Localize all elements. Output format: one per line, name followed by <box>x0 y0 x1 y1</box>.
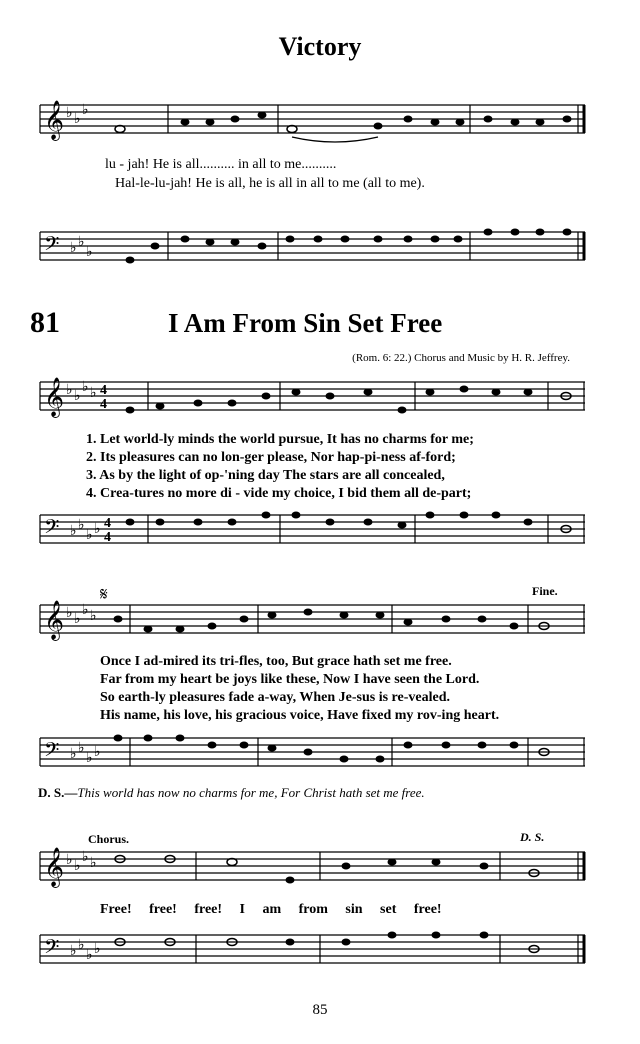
svg-text:♭: ♭ <box>90 855 97 871</box>
hymn-title: I Am From Sin Set Free <box>168 308 443 338</box>
svg-text:𝄞: 𝄞 <box>44 600 65 640</box>
svg-text:♭: ♭ <box>94 521 101 537</box>
svg-text:♭: ♭ <box>70 746 77 762</box>
svg-text:4: 4 <box>104 530 111 545</box>
staff-system-4-treble <box>0 842 640 902</box>
svg-text:♭: ♭ <box>74 111 81 127</box>
svg-text:♭: ♭ <box>86 244 93 260</box>
svg-text:♭: ♭ <box>82 102 89 118</box>
svg-text:𝄞: 𝄞 <box>44 377 65 417</box>
staff-system-3-bass <box>0 728 640 788</box>
svg-text:♭: ♭ <box>78 517 85 533</box>
verse-line-2b: Far from my heart be joys like these, Now I have seen the Lord. <box>100 672 480 687</box>
staff-system-3-treble <box>0 595 640 655</box>
svg-text:♭: ♭ <box>66 105 73 121</box>
staff-system-1-bass <box>0 222 640 282</box>
ds-mark: D. S. <box>520 830 545 844</box>
svg-text:♭: ♭ <box>70 523 77 539</box>
svg-text:♭: ♭ <box>90 608 97 624</box>
svg-text:♭: ♭ <box>82 379 89 395</box>
verse-line-4a: 4. Crea-tures no more di - vide my choice, I bid them all de-part; <box>86 486 472 501</box>
top-lyric-line-1: lu - jah! He is all.......... in all to me.......... <box>105 157 337 172</box>
svg-text:𝄞: 𝄞 <box>44 100 65 140</box>
staff-system-4-bass <box>0 925 640 985</box>
svg-text:♭: ♭ <box>74 858 81 874</box>
staff-system-1-treble <box>0 95 640 155</box>
svg-text:𝄢: 𝄢 <box>44 515 60 543</box>
svg-text:♭: ♭ <box>78 234 85 250</box>
svg-text:♭: ♭ <box>66 605 73 621</box>
segno-mark: 𝄋 <box>100 584 108 604</box>
page-number: 85 <box>312 1002 328 1018</box>
svg-text:𝄞: 𝄞 <box>44 847 65 887</box>
svg-text:♭: ♭ <box>78 740 85 756</box>
svg-text:♭: ♭ <box>66 852 73 868</box>
svg-text:♭: ♭ <box>78 937 85 953</box>
svg-text:♭: ♭ <box>74 611 81 627</box>
svg-text:♭: ♭ <box>94 744 101 760</box>
hymn-number: 81 <box>30 306 60 339</box>
staff-system-2-treble <box>0 372 640 432</box>
svg-text:♭: ♭ <box>86 527 93 543</box>
svg-text:𝄢: 𝄢 <box>44 935 60 963</box>
top-lyric-line-2: Hal-le-lu-jah! He is all, he is all in all to me (all to me). <box>115 176 425 191</box>
svg-text:4: 4 <box>104 516 111 531</box>
svg-text:♭: ♭ <box>94 941 101 957</box>
verse-line-2a: 2. Its pleasures can no lon-ger please, Nor hap-pi-ness af-ford; <box>86 450 456 465</box>
ds-prefix: D. S.— <box>38 785 78 800</box>
svg-text:♭: ♭ <box>70 240 77 256</box>
svg-text:♭: ♭ <box>66 382 73 398</box>
svg-text:𝄢: 𝄢 <box>44 738 60 766</box>
svg-text:♭: ♭ <box>70 943 77 959</box>
ds-instruction <box>38 785 425 801</box>
verse-line-1b: Once I ad-mired its tri-fles, too, But grace hath set me free. <box>100 654 452 669</box>
fine-mark: Fine. <box>532 584 558 598</box>
verse-line-1a: 1. Let world-ly minds the world pursue, It has no charms for me; <box>86 432 474 447</box>
chorus-lyric: Free! free! free! I am from sin set free! <box>100 902 442 917</box>
page-top-title: Victory <box>278 32 362 61</box>
ds-words: This world has now no charms for me, For Christ hath set me free. <box>77 785 425 800</box>
svg-text:♭: ♭ <box>86 947 93 963</box>
staff-system-2-bass <box>0 505 640 565</box>
verse-line-4b: His name, his love, his gracious voice, Have fixed my rov-ing heart. <box>100 708 500 723</box>
verse-line-3a: 3. As by the light of op-'ning day The stars are all concealed, <box>86 468 445 483</box>
svg-text:𝄢: 𝄢 <box>44 232 60 260</box>
svg-text:♭: ♭ <box>86 750 93 766</box>
hymn-credit: (Rom. 6: 22.) Chorus and Music by H. R. Jeffrey. <box>352 352 570 364</box>
svg-text:♭: ♭ <box>74 388 81 404</box>
verse-line-3b: So earth-ly pleasures fade a-way, When Je-sus is re-vealed. <box>100 690 450 705</box>
chorus-mark: Chorus. <box>88 832 130 846</box>
svg-text:♭: ♭ <box>90 385 97 401</box>
svg-text:4: 4 <box>100 383 107 398</box>
svg-text:♭: ♭ <box>82 602 89 618</box>
svg-text:♭: ♭ <box>82 849 89 865</box>
svg-text:4: 4 <box>100 397 107 412</box>
